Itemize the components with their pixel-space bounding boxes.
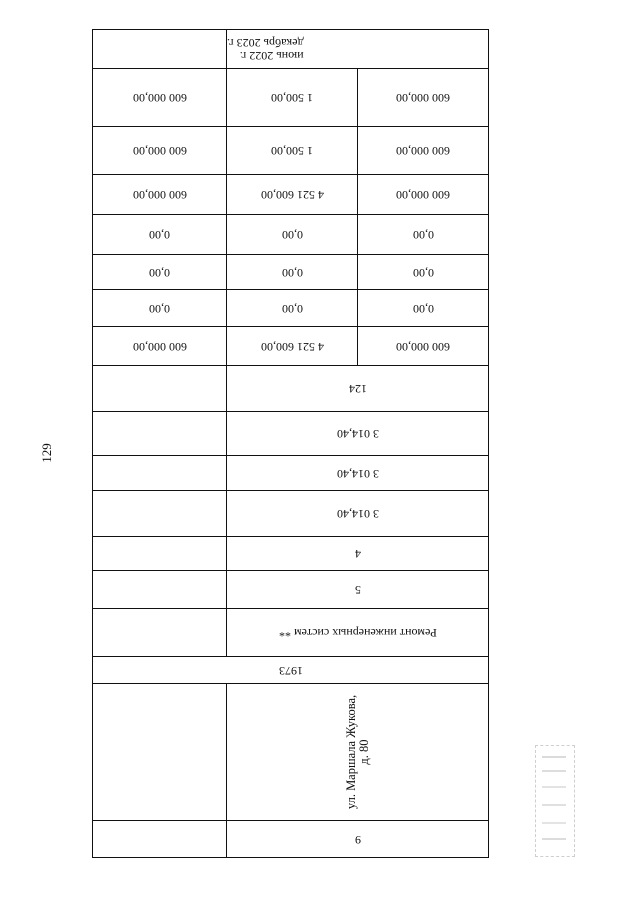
- table-cell: [357, 127, 488, 174]
- table-row: [93, 290, 488, 327]
- table-cell: [226, 456, 488, 490]
- table-cell: [93, 69, 226, 126]
- table-cell: [357, 327, 488, 365]
- table-row: [93, 327, 488, 366]
- table-cell: [226, 571, 488, 608]
- table-cell: [357, 255, 488, 289]
- table-cell: [93, 290, 226, 326]
- table-cell: [93, 684, 226, 820]
- cell-value: 0,00: [149, 301, 170, 316]
- table-cell: [93, 30, 226, 68]
- table-row: [93, 684, 488, 821]
- table-cell: [93, 175, 226, 214]
- table-cell: [226, 412, 488, 455]
- work-type-label: Ремонт инженерных систем **: [278, 626, 437, 640]
- cell-value: 3 014,40: [336, 466, 379, 481]
- cell-value: 0,00: [412, 301, 434, 316]
- period-label: июнь 2022 г. декабрь 2023 г.: [227, 36, 304, 63]
- table-cell: [93, 215, 226, 254]
- table-cell: [93, 609, 226, 656]
- table-row: [93, 69, 488, 127]
- table-cell: [226, 327, 357, 365]
- table-row: [93, 412, 488, 456]
- table-cell: [226, 366, 488, 411]
- table-row: [93, 215, 488, 255]
- table-row: [93, 456, 488, 491]
- table-cell: [226, 821, 488, 857]
- table-row: [93, 571, 488, 609]
- scan-stamp: [535, 745, 575, 857]
- table-cell: [93, 657, 488, 683]
- table-cell: [93, 366, 226, 411]
- cell-value: 4: [354, 547, 361, 561]
- table-cell: [357, 290, 488, 326]
- table-cell: [93, 821, 226, 857]
- table-cell: [226, 215, 357, 254]
- table-cell: [93, 571, 226, 608]
- table-cell-period: [226, 30, 488, 68]
- table-cell: [93, 537, 226, 570]
- build-year: 1973: [278, 663, 303, 678]
- cell-value: 600 000,00: [396, 188, 450, 202]
- cell-value: 600 000,00: [396, 91, 450, 105]
- table-row: [93, 491, 488, 537]
- table-cell: [226, 127, 357, 174]
- cell-value: 1 500,00: [271, 91, 313, 105]
- cell-value: 600 000,00: [132, 339, 187, 354]
- table-row: [93, 537, 488, 571]
- table-row: [93, 255, 488, 290]
- cell-value: 600 000,00: [396, 339, 450, 354]
- table-cell-address: [226, 684, 488, 820]
- table-cell: [93, 412, 226, 455]
- cell-value: 600 000,00: [132, 91, 187, 105]
- table-row: [93, 657, 488, 684]
- cell-value: 600 000,00: [132, 188, 187, 202]
- cell-value: 0,00: [412, 265, 434, 280]
- table-cell: [357, 175, 488, 214]
- cell-value: 0,00: [149, 265, 170, 280]
- table-row: [93, 821, 488, 857]
- table-cell: [226, 255, 357, 289]
- cell-value: 600 000,00: [396, 144, 450, 158]
- data-table: [92, 29, 489, 858]
- cell-value: 1 500,00: [271, 144, 313, 158]
- cell-value: 0,00: [281, 228, 303, 242]
- cell-value: 124: [348, 382, 367, 396]
- cell-value: 0,00: [281, 265, 303, 280]
- table-cell: [93, 127, 226, 174]
- table-cell: [93, 255, 226, 289]
- table-cell: [226, 537, 488, 570]
- cell-value: 0,00: [412, 228, 434, 242]
- table-cell: [357, 215, 488, 254]
- table-cell: [357, 69, 488, 126]
- page-number: 129: [39, 443, 54, 463]
- table-cell: [93, 491, 226, 536]
- table-row: [93, 175, 488, 215]
- cell-value: 3 014,40: [336, 507, 379, 521]
- table-row: [93, 609, 488, 657]
- table-cell: [93, 327, 226, 365]
- cell-value: 4 521 600,00: [260, 188, 324, 202]
- cell-value: 0,00: [149, 228, 170, 242]
- table-row-period: [93, 30, 488, 69]
- table-cell: [226, 609, 488, 656]
- table-row: [93, 366, 488, 412]
- cell-value: 0,00: [281, 301, 303, 316]
- address-label: ул. Маршала Жукова, д. 80: [343, 694, 371, 810]
- cell-value: 600 000,00: [132, 144, 187, 158]
- table-row: [93, 127, 488, 175]
- table-cell: [93, 456, 226, 490]
- table-cell: [226, 69, 357, 126]
- table-cell: [226, 175, 357, 214]
- table-cell: [226, 290, 357, 326]
- cell-value: 4 521 600,00: [260, 339, 324, 354]
- cell-value: 5: [354, 583, 361, 597]
- table-cell: [226, 491, 488, 536]
- cell-value: 3 014,40: [336, 427, 379, 441]
- row-index: 9: [354, 832, 361, 847]
